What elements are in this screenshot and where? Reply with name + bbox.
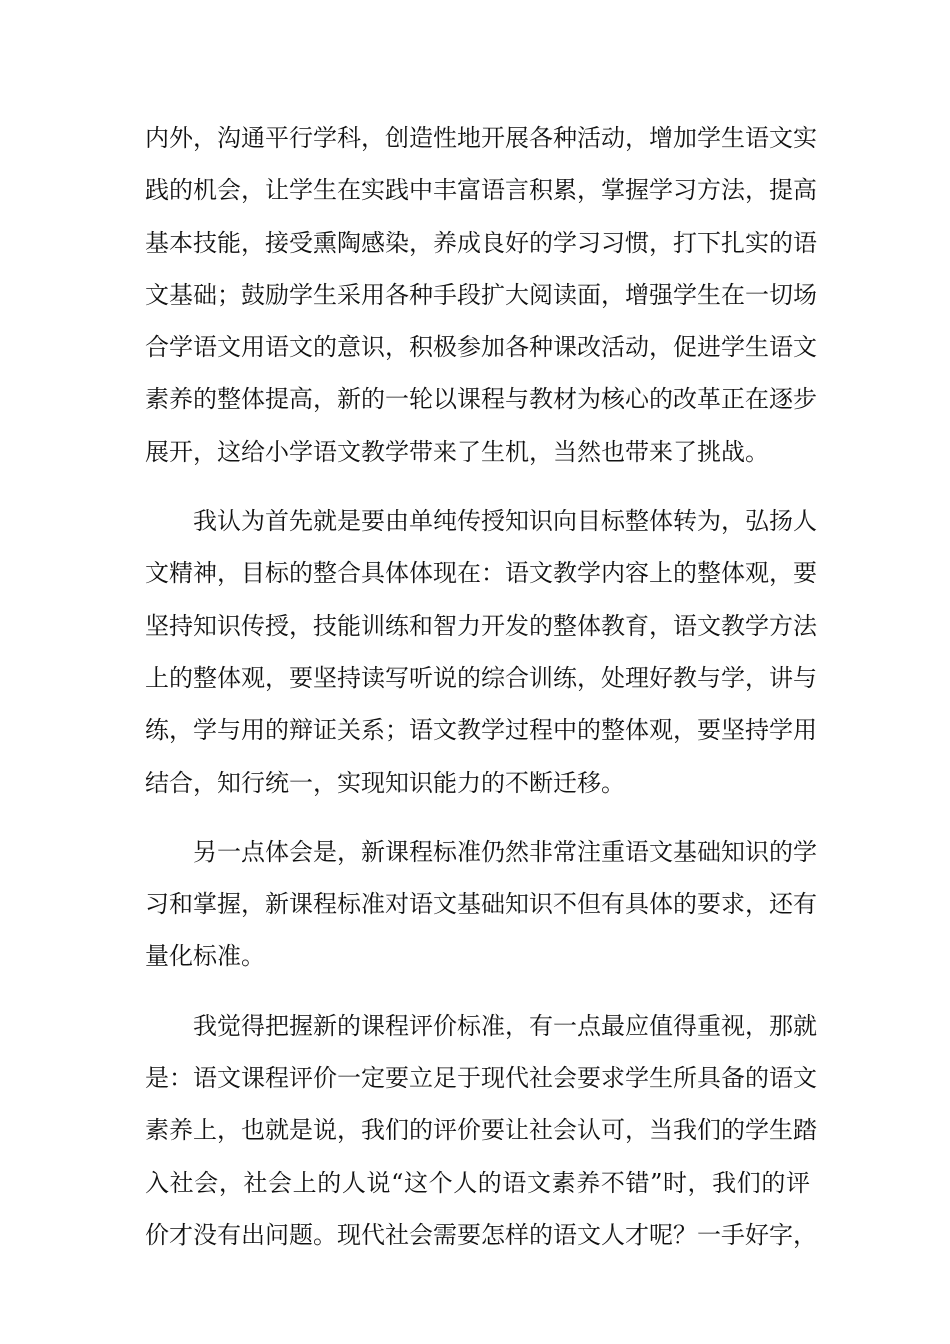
text-line: 展开，这给小学语文教学带来了生机，当然也带来了挑战。 — [145, 437, 769, 466]
paragraph — [145, 826, 817, 983]
text-line: 基本技能，接受熏陶感染，养成良好的学习习惯，打下扎实的语 — [145, 228, 817, 257]
text-line: 价才没有出问题。现代社会需要怎样的语文人才呢？一手好字， — [145, 1220, 817, 1249]
document-body — [145, 112, 817, 1261]
text-line: 练，学与用的辩证关系；语文教学过程中的整体观，要坚持学用 — [145, 716, 817, 745]
text-line: 践的机会，让学生在实践中丰富语言积累，掌握学习方法，提高 — [145, 176, 817, 205]
text-line: 习和掌握，新课程标准对语文基础知识不但有具体的要求，还有 — [145, 890, 817, 919]
text-line: 另一点体会是，新课程标准仍然非常注重语文基础知识的学 — [193, 837, 817, 866]
text-line: 坚持知识传授，技能训练和智力开发的整体教育，语文教学方法 — [145, 611, 817, 640]
text-line: 上的整体观，要坚持读写听说的综合训练，处理好教与学，讲与 — [145, 663, 817, 692]
text-line: 素养上，也就是说，我们的评价要让社会认可，当我们的学生踏 — [145, 1116, 817, 1145]
text-line: 入社会，社会上的人说“这个人的语文素养不错”时，我们的评 — [145, 1168, 810, 1197]
paragraph-spacer — [145, 983, 810, 1000]
text-line: 量化标准。 — [145, 942, 265, 971]
paragraph-spacer — [145, 478, 810, 495]
paragraph — [145, 495, 817, 809]
text-line: 文基础；鼓励学生采用各种手段扩大阅读面，增强学生在一切场 — [145, 280, 817, 309]
text-line: 是：语文课程评价一定要立足于现代社会要求学生所具备的语文 — [145, 1064, 817, 1093]
text-line: 结合，知行统一，实现知识能力的不断迁移。 — [145, 768, 625, 797]
text-line: 素养的整体提高，新的一轮以课程与教材为核心的改革正在逐步 — [145, 385, 817, 414]
text-line: 文精神，目标的整合具体体现在：语文教学内容上的整体观，要 — [145, 559, 817, 588]
text-line: 我认为首先就是要由单纯传授知识向目标整体转为，弘扬人 — [193, 507, 817, 536]
text-line: 我觉得把握新的课程评价标准，有一点最应值得重视，那就 — [193, 1011, 817, 1040]
text-line: 内外，沟通平行学科，创造性地开展各种活动，增加学生语文实 — [145, 124, 817, 152]
paragraph — [145, 1000, 817, 1261]
paragraph-spacer — [145, 809, 810, 826]
text-line: 合学语文用语文的意识，积极参加各种课改活动，促进学生语文 — [145, 333, 817, 362]
paragraph — [145, 112, 817, 478]
